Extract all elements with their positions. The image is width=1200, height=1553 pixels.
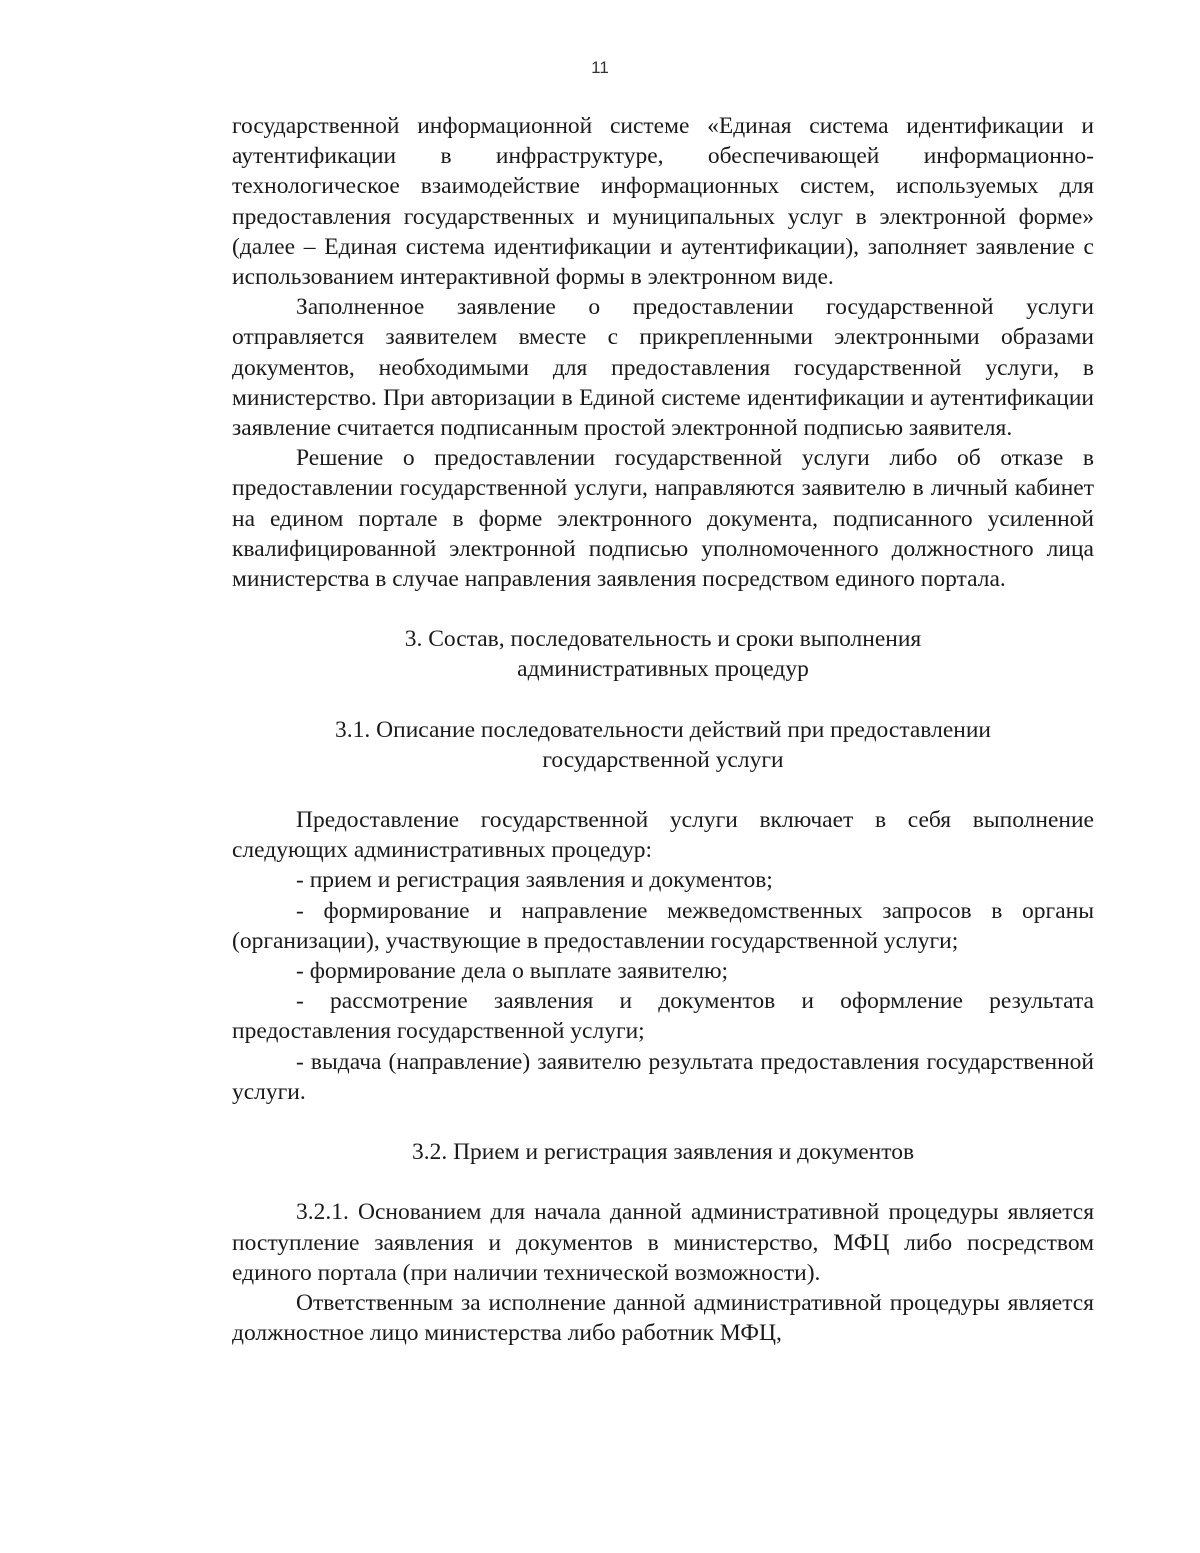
list-item: - рассмотрение заявления и документов и оформление результата предоставления государственной услуги; bbox=[232, 988, 1094, 1045]
list-item: - формирование и направление межведомственных запросов в органы (организации), участвующие в предоставлении государственной услуги; bbox=[232, 897, 1094, 954]
paragraph-esia-form: государственной информационной системе «Единая система идентификации и аутентификации в инфраструктуре, обеспечивающей информационно-технологическое взаимодействие информационных систем, используемых для предоставления государственных и муниципальных услуг в электронной форме» (далее – Единая система идентификации и аутентификации), заполняет заявление с использованием интерактивной формы в электронном виде. bbox=[232, 113, 1094, 291]
spacer bbox=[232, 1107, 1094, 1137]
spacer bbox=[232, 1167, 1094, 1197]
section-3-heading-line2: административных процедур bbox=[517, 656, 809, 683]
section-3-heading bbox=[232, 624, 1094, 684]
spacer bbox=[232, 775, 1094, 805]
section-3-1-heading bbox=[232, 715, 1094, 775]
list-item: - формирование дела о выплате заявителю; bbox=[296, 958, 729, 985]
paragraph-responsible-person: Ответственным за исполнение данной административной процедуры является должностное лицо министерства либо работник МФЦ, bbox=[232, 1289, 1094, 1347]
paragraph-procedures-intro: Предоставление государственной услуги включает в себя выполнение следующих административных процедур: bbox=[232, 807, 1094, 864]
spacer bbox=[232, 594, 1094, 624]
paragraph-decision-delivery: Решение о предоставлении государственной услуги либо об отказе в предоставлении государственной услуги, направляются заявителю в личный кабинет на едином портале в форме электронного документа, подписанного усиленной квалифицированной электронной подписью уполномоченного должностного лица министерства в случае направления заявления посредством единого портала. bbox=[232, 445, 1094, 593]
section-3-heading-line1: 3. Состав, последовательность и сроки выполнения bbox=[404, 626, 922, 653]
list-item: - выдача (направление) заявителю результата предоставления государственной услуги. bbox=[232, 1048, 1094, 1105]
section-3-1-heading-line2: государственной услуги bbox=[542, 746, 784, 773]
document-body bbox=[232, 111, 1094, 1348]
paragraph-application-sending: Заполненное заявление о предоставлении государственной услуги отправляется заявителем вместе с прикрепленными электронными образами документов, необходимыми для предоставления государственной услуги, в министерство. При авторизации в Единой системе идентификации и аутентификации заявление считается подписанным простой электронной подписью заявителя. bbox=[232, 294, 1094, 442]
section-3-2-heading: 3.2. Прием и регистрация заявления и документов bbox=[411, 1139, 915, 1166]
spacer bbox=[232, 685, 1094, 715]
paragraph-3-2-1: 3.2.1. Основанием для начала данной административной процедуры является поступление заявления и документов в министерство, МФЦ либо посредством единого портала (при наличии технической возможности). bbox=[232, 1199, 1094, 1286]
page-number: 11 bbox=[591, 58, 609, 77]
list-item: - прием и регистрация заявления и документов; bbox=[296, 867, 773, 894]
section-3-1-heading-line1: 3.1. Описание последовательности действий при предоставлении bbox=[335, 716, 991, 743]
